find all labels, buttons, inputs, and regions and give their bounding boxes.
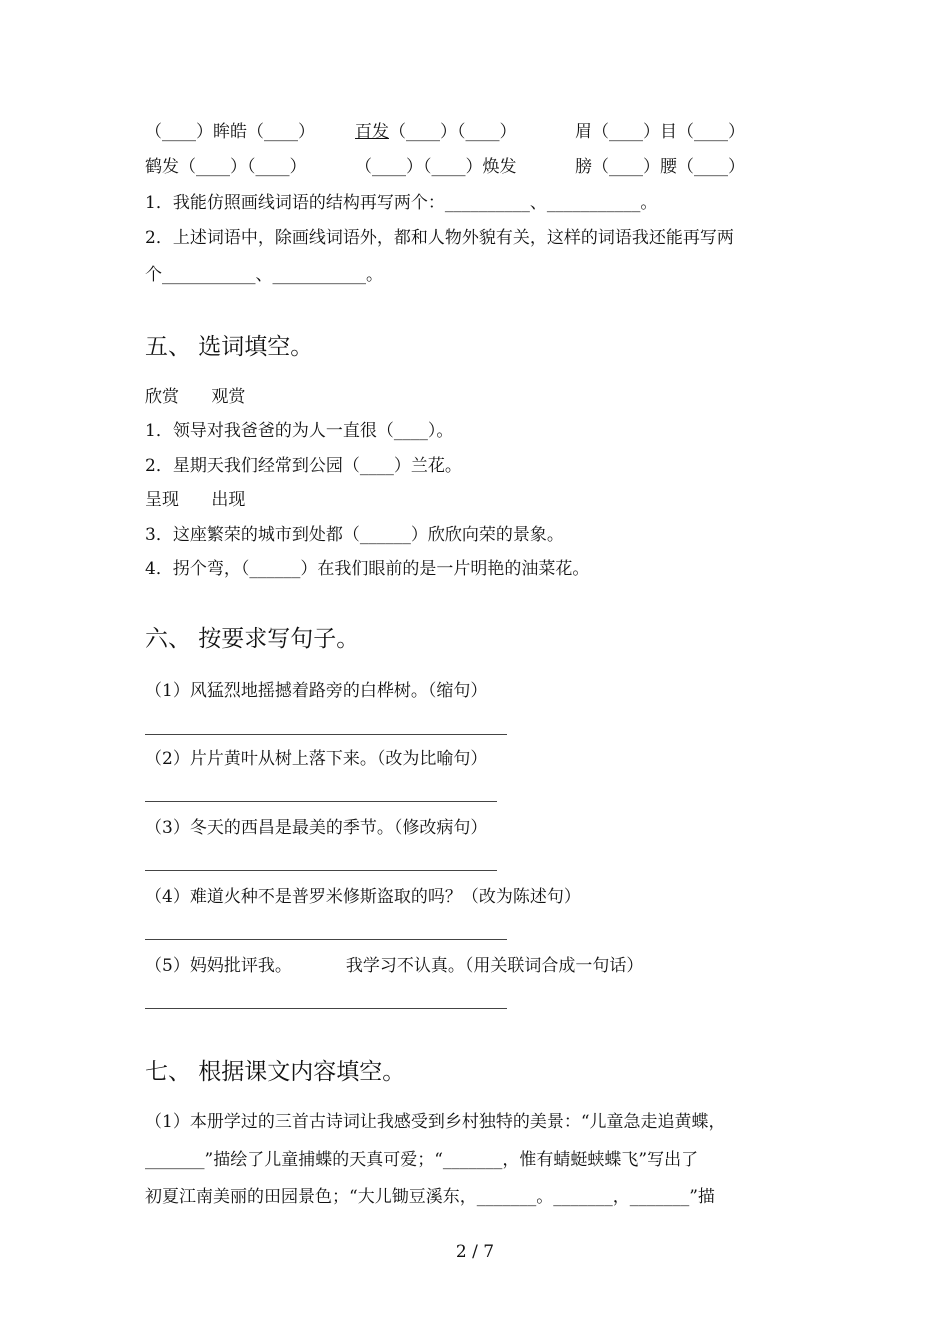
idiom-row-2-col-c: 膀（____）腰（____） — [575, 157, 745, 177]
idiom-row-1-col-b-blanks: （____）（____） — [389, 122, 517, 142]
answer-line-2[interactable] — [145, 801, 497, 802]
section5-question-3: 3．这座繁荣的城市到处都（______）欣欣向荣的景象。 — [145, 525, 564, 545]
word-choice-2: 呈现 出现 — [145, 490, 246, 510]
section7-line-2: _______”描绘了儿童捕蝶的天真可爱；“_______，惟有蜻蜓蛱蝶飞”写出了 — [145, 1150, 699, 1170]
section5-question-4: 4．拐个弯，（______）在我们眼前的是一片明艳的油菜花。 — [145, 559, 590, 579]
section5-question-2: 2．星期天我们经常到公园（____）兰花。 — [145, 456, 462, 476]
sentence-task-5: （5）妈妈批评我。 我学习不认真。（用关联词合成一句话） — [145, 956, 644, 976]
idiom-row-1-col-b — [355, 122, 517, 142]
page-number: 2 / 7 — [455, 1242, 495, 1262]
sentence-task-2: （2）片片黄叶从树上落下来。（改为比喻句） — [145, 749, 488, 769]
section4-question-2-line-2: 个___________、___________。 — [145, 265, 383, 285]
sentence-task-3: （3）冬天的西昌是最美的季节。（修改病句） — [145, 818, 488, 838]
section7-line-1: （1）本册学过的三首古诗词让我感受到乡村独特的美景：“儿童急走追黄蝶， — [145, 1112, 726, 1132]
answer-line-4[interactable] — [145, 939, 507, 940]
idiom-row-1-col-c: 眉（____）目（____） — [575, 122, 745, 142]
section7-line-3: 初夏江南美丽的田园景色；“大儿锄豆溪东，_______。_______，_______”描 — [145, 1187, 715, 1207]
sentence-task-4: （4）难道火种不是普罗米修斯盗取的吗？（改为陈述句） — [145, 887, 581, 907]
idiom-row-2-col-a: 鹤发（____）（____） — [145, 157, 307, 177]
section6-title: 六、 按要求写句子。 — [145, 626, 360, 652]
idiom-row-2-col-b: （____）（____）焕发 — [355, 157, 517, 177]
answer-line-3[interactable] — [145, 870, 497, 871]
answer-line-1[interactable] — [145, 734, 507, 735]
sentence-task-1: （1）风猛烈地摇撼着路旁的白桦树。（缩句） — [145, 681, 488, 701]
answer-line-5[interactable] — [145, 1008, 507, 1009]
section4-question-2-line-1: 2．上述词语中，除画线词语外，都和人物外貌有关，这样的词语我还能再写两 — [145, 228, 734, 248]
idiom-row-1-col-a: （____）眸皓（____） — [145, 122, 315, 142]
section5-title: 五、 选词填空。 — [145, 334, 314, 360]
section4-question-1: 1．我能仿照画线词语的结构再写两个：__________、___________。 — [145, 193, 658, 213]
section7-title: 七、 根据课文内容填空。 — [145, 1059, 406, 1085]
section5-question-1: 1．领导对我爸爸的为人一直很（____）。 — [145, 421, 454, 441]
word-choice-1: 欣赏 观赏 — [145, 387, 246, 407]
underlined-word: 百发 — [355, 122, 389, 142]
